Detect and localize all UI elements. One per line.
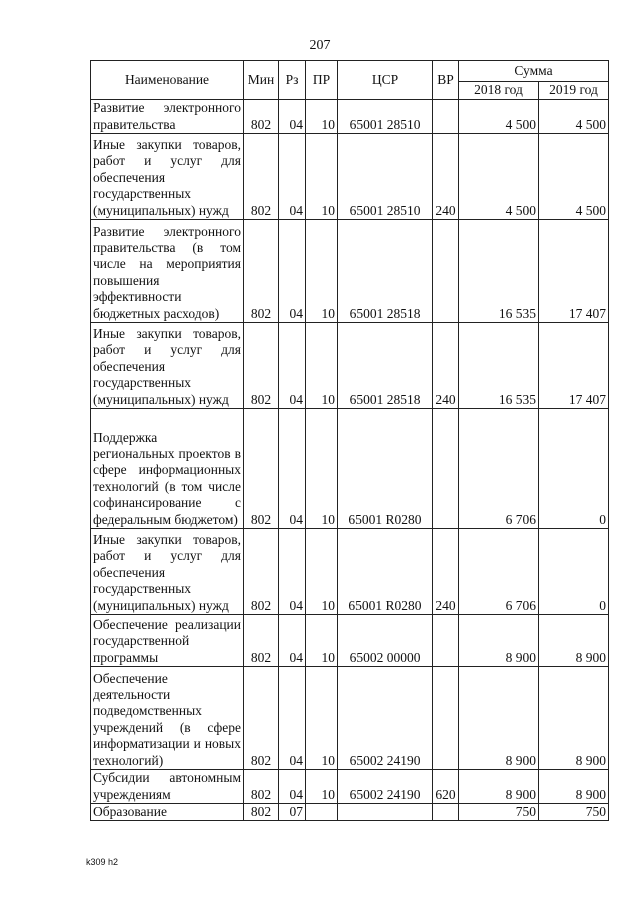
- cell-pr: 10: [306, 770, 338, 804]
- cell-rz: 04: [279, 220, 306, 323]
- table-row: [91, 100, 609, 134]
- cell-2019: 17 407: [539, 323, 609, 409]
- cell-min: 802: [244, 804, 279, 821]
- row-name: Образование: [91, 804, 244, 821]
- cell-2018: 16 535: [459, 323, 539, 409]
- table-row: [91, 323, 609, 409]
- cell-2019: 8 900: [539, 615, 609, 667]
- cell-2018: 6 706: [459, 409, 539, 529]
- cell-2018: 8 900: [459, 667, 539, 770]
- row-name: Развитие электронного правительства: [91, 100, 244, 134]
- cell-pr: 10: [306, 409, 338, 529]
- cell-pr: [306, 804, 338, 821]
- cell-vr: 240: [433, 323, 459, 409]
- cell-csr: 65001 28510: [338, 100, 433, 134]
- header-csr: ЦСР: [338, 61, 433, 100]
- table-row: [91, 615, 609, 667]
- cell-pr: 10: [306, 615, 338, 667]
- cell-csr: 65001 R0280: [338, 409, 433, 529]
- cell-min: 802: [244, 529, 279, 615]
- cell-2019: 17 407: [539, 220, 609, 323]
- cell-vr: 240: [433, 134, 459, 220]
- header-year-2019: 2019 год: [539, 82, 609, 100]
- cell-vr: [433, 667, 459, 770]
- cell-vr: 240: [433, 529, 459, 615]
- cell-2018: 6 706: [459, 529, 539, 615]
- cell-rz: 04: [279, 100, 306, 134]
- cell-min: 802: [244, 134, 279, 220]
- cell-rz: 04: [279, 409, 306, 529]
- cell-pr: 10: [306, 667, 338, 770]
- cell-csr: 65001 R0280: [338, 529, 433, 615]
- header-sum: Сумма: [459, 61, 609, 82]
- table-row: [91, 529, 609, 615]
- cell-rz: 04: [279, 323, 306, 409]
- cell-csr: 65002 24190: [338, 770, 433, 804]
- row-name: Иные закупки товаров, работ и услуг для обеспечения государственных (муниципальных) нужд: [91, 323, 244, 409]
- row-name: Поддержка региональных проектов в сфере информационных технологий (в том числе софинансирование с федеральным бюджетом): [91, 409, 244, 529]
- cell-csr: [338, 804, 433, 821]
- table-row: [91, 804, 609, 821]
- cell-2019: 0: [539, 529, 609, 615]
- table-row: [91, 220, 609, 323]
- cell-rz: 04: [279, 529, 306, 615]
- cell-min: 802: [244, 323, 279, 409]
- cell-csr: 65002 00000: [338, 615, 433, 667]
- cell-2018: 750: [459, 804, 539, 821]
- cell-csr: 65001 28518: [338, 323, 433, 409]
- cell-2019: 8 900: [539, 667, 609, 770]
- cell-pr: 10: [306, 220, 338, 323]
- header-year-2018: 2018 год: [459, 82, 539, 100]
- cell-vr: [433, 804, 459, 821]
- cell-vr: [433, 100, 459, 134]
- cell-2019: 0: [539, 409, 609, 529]
- cell-min: 802: [244, 667, 279, 770]
- header-min: Мин: [244, 61, 279, 100]
- cell-csr: 65002 24190: [338, 667, 433, 770]
- table-row: [91, 134, 609, 220]
- row-name: Иные закупки товаров, работ и услуг для обеспечения государственных (муниципальных) нужд: [91, 134, 244, 220]
- cell-2019: 8 900: [539, 770, 609, 804]
- cell-vr: [433, 220, 459, 323]
- header-pr: ПР: [306, 61, 338, 100]
- cell-2018: 4 500: [459, 134, 539, 220]
- cell-rz: 04: [279, 667, 306, 770]
- cell-min: 802: [244, 615, 279, 667]
- header-rz: Рз: [279, 61, 306, 100]
- cell-min: 802: [244, 409, 279, 529]
- header-vr: ВР: [433, 61, 459, 100]
- cell-2019: 750: [539, 804, 609, 821]
- cell-rz: 07: [279, 804, 306, 821]
- cell-2019: 4 500: [539, 134, 609, 220]
- cell-rz: 04: [279, 134, 306, 220]
- table-row: [91, 667, 609, 770]
- cell-csr: 65001 28518: [338, 220, 433, 323]
- cell-rz: 04: [279, 615, 306, 667]
- cell-vr: [433, 615, 459, 667]
- cell-2019: 4 500: [539, 100, 609, 134]
- budget-table: [90, 60, 609, 821]
- row-name: Субсидии автономным учреждениям: [91, 770, 244, 804]
- cell-rz: 04: [279, 770, 306, 804]
- cell-pr: 10: [306, 529, 338, 615]
- row-name: Развитие электронного правительства (в том числе на мероприятия повышения эффективности бюджетных расходов): [91, 220, 244, 323]
- cell-min: 802: [244, 100, 279, 134]
- table-row: [91, 409, 609, 529]
- cell-vr: 620: [433, 770, 459, 804]
- cell-pr: 10: [306, 134, 338, 220]
- table-row: [91, 770, 609, 804]
- cell-csr: 65001 28510: [338, 134, 433, 220]
- cell-pr: 10: [306, 100, 338, 134]
- cell-2018: 16 535: [459, 220, 539, 323]
- cell-min: 802: [244, 770, 279, 804]
- cell-vr: [433, 409, 459, 529]
- page-number: 207: [309, 38, 331, 53]
- row-name: Иные закупки товаров, работ и услуг для обеспечения государственных (муниципальных) нужд: [91, 529, 244, 615]
- row-name: Обеспечение деятельности подведомственных учреждений (в сфере информатизации и новых технологий): [91, 667, 244, 770]
- footer-code: k309 h2: [86, 857, 119, 867]
- cell-2018: 4 500: [459, 100, 539, 134]
- row-name: Обеспечение реализации государственной программы: [91, 615, 244, 667]
- header-name: Наименование: [91, 61, 244, 100]
- cell-2018: 8 900: [459, 615, 539, 667]
- cell-pr: 10: [306, 323, 338, 409]
- cell-min: 802: [244, 220, 279, 323]
- cell-2018: 8 900: [459, 770, 539, 804]
